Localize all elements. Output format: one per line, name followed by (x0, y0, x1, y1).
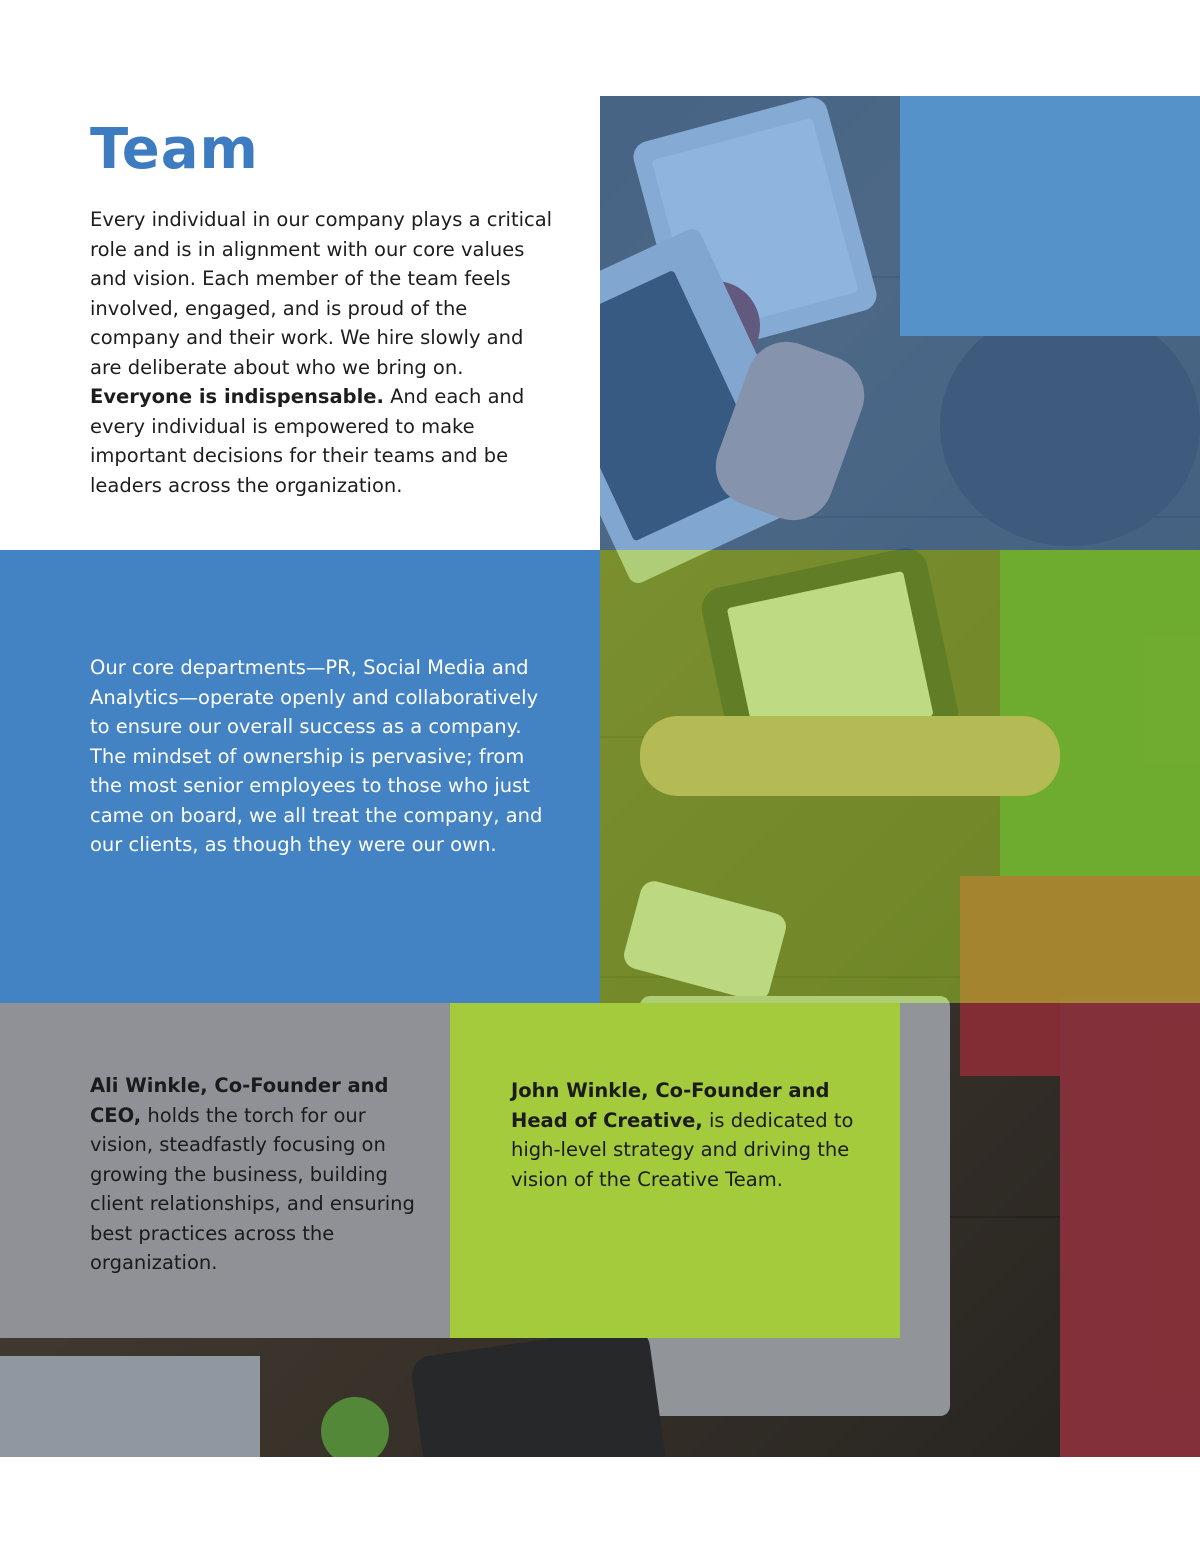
intro-text-end: And each and every individual is empowered to make important decisions for their teams and be leaders across the organization. (90, 385, 525, 497)
photo-tint-blue (600, 96, 1200, 550)
ali-description: holds the torch for our vision, steadfastly focusing on growing the business, building client relationships, and ensuring best practices across the organization. (90, 1103, 415, 1274)
departments-paragraph: Our core departments—PR, Social Media and Analytics—operate openly and collaboratively to ensure our overall success as a company. The mindset of ownership is pervasive; from the most senior employees to those who just came on board, we all treat the company, and our clients, as though they were our own. (90, 656, 543, 856)
john-name-title: John Winkle, Co-Founder and Head of Creative, (511, 1079, 830, 1132)
intro-text-emphasis: Everyone is indispensable. (90, 385, 384, 408)
ali-paragraph (90, 1071, 420, 1278)
page-title: Team (90, 117, 259, 182)
ali-name-title: Ali Winkle, Co-Founder and CEO, (90, 1074, 389, 1127)
john-paragraph (511, 1076, 861, 1194)
john-description: is dedicated to high-level strategy and driving the vision of the Creative Team. (511, 1108, 854, 1191)
photo-tint-green (600, 550, 1200, 1003)
intro-paragraph (90, 205, 560, 500)
intro-text-start: Every individual in our company plays a critical role and is in alignment with our core values and vision. Each member of the team feels involved, engaged, and is proud of the company and their work. We hire slowly and are deliberate about who we bring on. (90, 208, 553, 379)
